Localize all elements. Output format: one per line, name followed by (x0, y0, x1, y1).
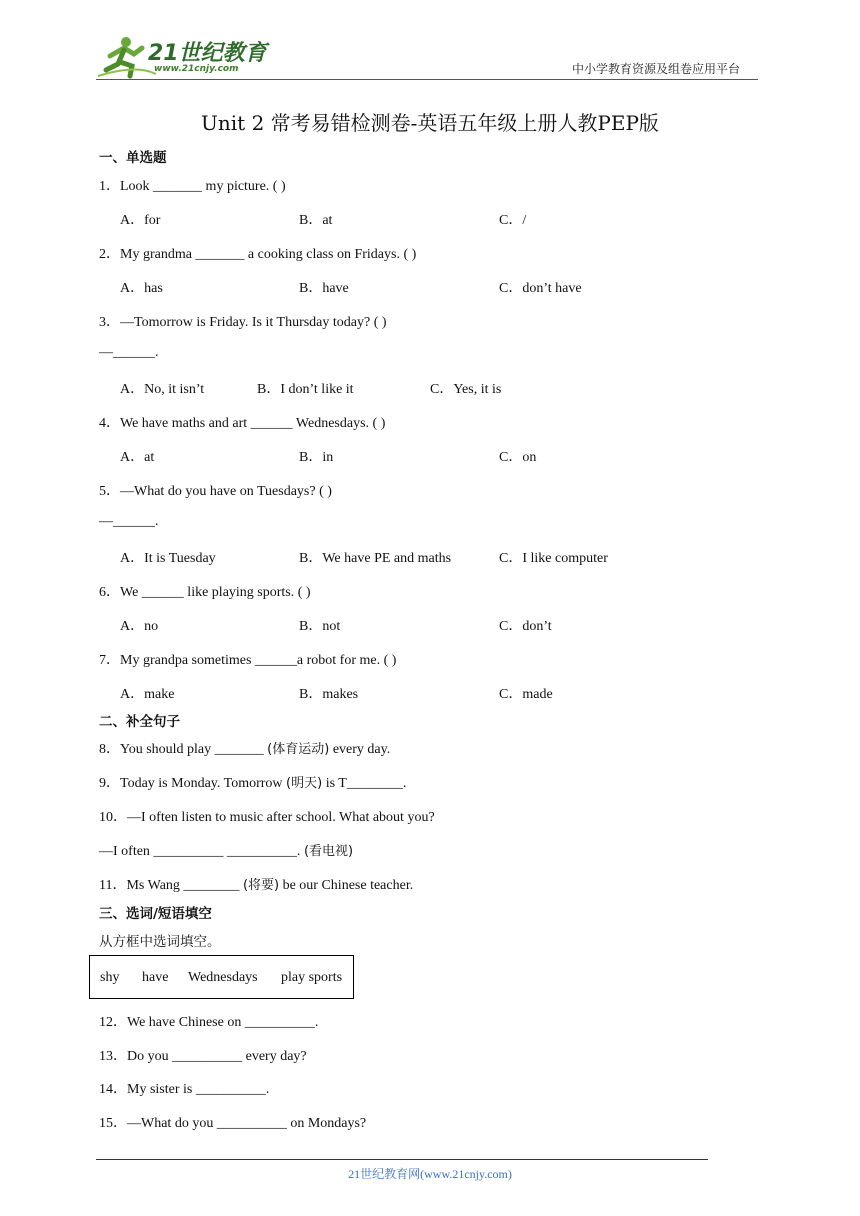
word-bank-item: have (142, 970, 169, 985)
logo (96, 34, 266, 80)
question-13: 13．Do you __________ every day? (99, 1049, 307, 1064)
header-tagline: 中小学教育资源及组卷应用平台 (572, 62, 741, 76)
option-1c[interactable]: C．/ (499, 213, 527, 228)
question-5-response: —______. (99, 514, 159, 529)
question-10: 10．—I often listen to music after school. What about you? (99, 810, 435, 825)
option-2b[interactable]: B．have (299, 281, 349, 296)
footer-divider (96, 1159, 708, 1160)
section-heading-1: 一、单选题 (99, 150, 167, 166)
option-1b[interactable]: B．at (299, 213, 333, 228)
option-3b[interactable]: B．I don’t like it (257, 382, 354, 397)
option-3c[interactable]: C．Yes, it is (430, 382, 502, 397)
header-divider (96, 79, 758, 80)
footer-link[interactable]: 21世纪教育网(www.21cnjy.com) (348, 1167, 512, 1181)
question-9-hint: (明天) (286, 776, 323, 791)
option-3a[interactable]: A．No, it isn’t (120, 382, 205, 397)
section-heading-3: 三、选词/短语填空 (99, 906, 212, 922)
question-14: 14．My sister is __________. (99, 1082, 270, 1097)
option-4b[interactable]: B．in (299, 450, 334, 465)
word-bank-box (89, 955, 354, 999)
question-11-text: 11．Ms Wang ________ (99, 878, 243, 893)
option-4a[interactable]: A．at (120, 450, 155, 465)
question-8-end: every day. (329, 742, 391, 757)
logo-url: www.21cnjy.com (154, 64, 239, 74)
option-6a[interactable]: A．no (120, 619, 159, 634)
word-bank-item: shy (100, 970, 120, 985)
option-1a[interactable]: A．for (120, 213, 161, 228)
option-4c[interactable]: C．on (499, 450, 537, 465)
question-9-text: 9．Today is Monday. Tomorrow (99, 776, 287, 791)
option-6b[interactable]: B．not (299, 619, 341, 634)
question-5: 5．—What do you have on Tuesdays? ( ) (99, 484, 332, 499)
option-6c[interactable]: C．don’t (499, 619, 552, 634)
section-heading-2: 二、补全句子 (99, 714, 180, 730)
question-6: 6．We ______ like playing sports. ( ) (99, 585, 311, 600)
logo-text: 21世纪教育 (148, 41, 267, 66)
option-2c[interactable]: C．don’t have (499, 281, 582, 296)
option-7c[interactable]: C．made (499, 687, 553, 702)
question-8-hint: (体育运动) (267, 742, 330, 757)
question-11 (99, 874, 413, 894)
question-10-response-text: —I often __________ __________. (99, 844, 304, 859)
question-8-text: 8．You should play _______ (99, 742, 268, 757)
option-7a[interactable]: A．make (120, 687, 175, 702)
question-10-response (99, 840, 353, 860)
option-5a[interactable]: A．It is Tuesday (120, 551, 216, 566)
question-4: 4．We have maths and art ______ Wednesdays. ( ) (99, 416, 386, 431)
option-5b[interactable]: B．We have PE and maths (299, 551, 452, 566)
question-3: 3．—Tomorrow is Friday. Is it Thursday today? ( ) (99, 315, 387, 330)
question-12: 12．We have Chinese on __________. (99, 1015, 319, 1030)
question-3-response: —______. (99, 345, 159, 360)
question-7: 7．My grandpa sometimes ______a robot for me. ( ) (99, 653, 397, 668)
question-11-end: be our Chinese teacher. (279, 878, 414, 893)
page-title: Unit 2 常考易错检测卷-英语五年级上册人教PEP版 (201, 111, 659, 135)
question-11-hint: (将要) (242, 878, 280, 893)
question-15: 15．—What do you __________ on Mondays? (99, 1116, 367, 1131)
question-9-end: is T________. (322, 776, 407, 791)
question-8 (99, 738, 390, 758)
word-bank-item: play sports (281, 970, 343, 985)
question-10-hint: (看电视) (303, 844, 354, 859)
question-2: 2．My grandma _______ a cooking class on Fridays. ( ) (99, 247, 417, 262)
wordbank-instruction: 从方框中选词填空。 (99, 934, 221, 950)
question-1: 1．Look _______ my picture. ( ) (99, 179, 286, 194)
option-2a[interactable]: A．has (120, 281, 163, 296)
question-9 (99, 772, 406, 792)
option-7b[interactable]: B．makes (299, 687, 359, 702)
option-5c[interactable]: C．I like computer (499, 551, 608, 566)
word-bank-item: Wednesdays (188, 970, 258, 985)
